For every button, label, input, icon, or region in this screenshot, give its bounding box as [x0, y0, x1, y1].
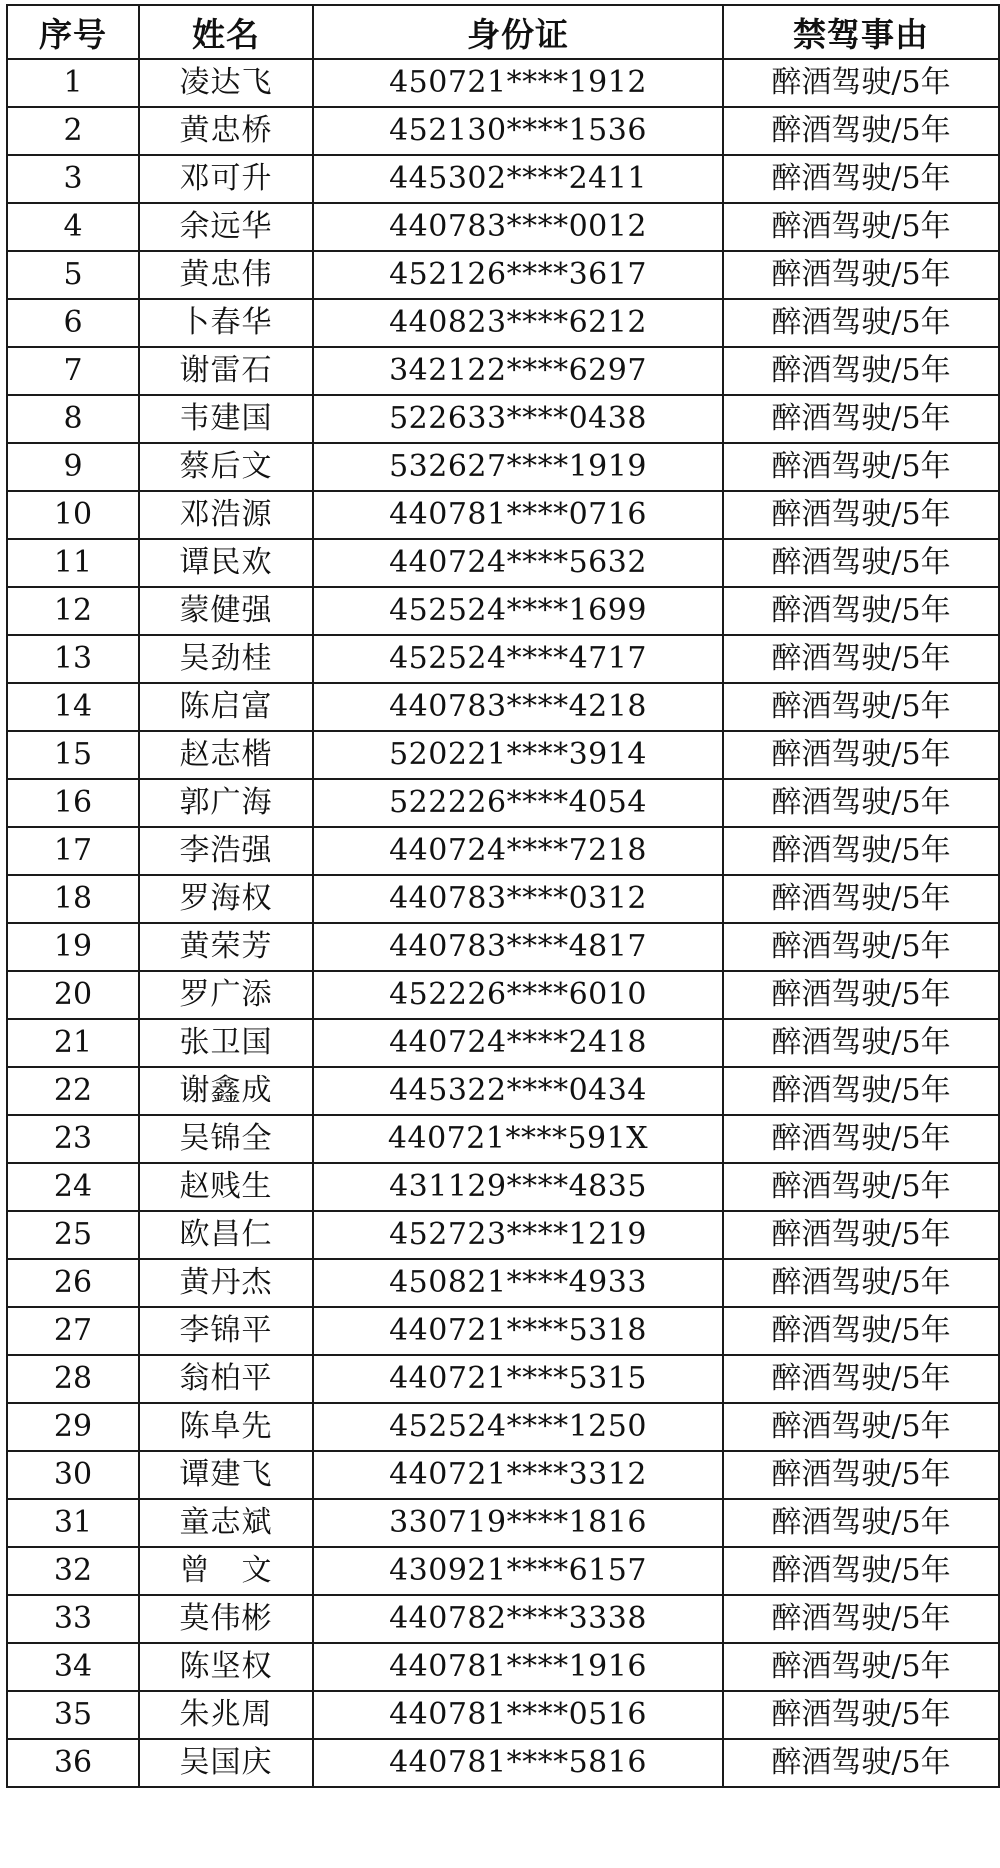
cell-name: 李锦平	[139, 1307, 313, 1355]
header-serial-number: 序号	[7, 5, 139, 59]
cell-id-number: 440782****3338	[313, 1595, 723, 1643]
cell-name: 邓浩源	[139, 491, 313, 539]
cell-id-number: 430921****6157	[313, 1547, 723, 1595]
cell-name: 邓可升	[139, 155, 313, 203]
cell-serial-number: 2	[7, 107, 139, 155]
cell-name: 谢雷石	[139, 347, 313, 395]
cell-serial-number: 36	[7, 1739, 139, 1787]
table-row	[7, 539, 999, 587]
cell-name: 张卫国	[139, 1019, 313, 1067]
cell-id-number: 440721****3312	[313, 1451, 723, 1499]
cell-id-number: 440781****0716	[313, 491, 723, 539]
cell-name: 蔡后文	[139, 443, 313, 491]
cell-serial-number: 25	[7, 1211, 139, 1259]
cell-serial-number: 12	[7, 587, 139, 635]
driving-ban-table	[6, 4, 1000, 1788]
cell-name: 郭广海	[139, 779, 313, 827]
cell-serial-number: 10	[7, 491, 139, 539]
cell-name: 欧昌仁	[139, 1211, 313, 1259]
cell-id-number: 450721****1912	[313, 59, 723, 107]
cell-serial-number: 6	[7, 299, 139, 347]
cell-ban-reason: 醉酒驾驶/5年	[723, 443, 999, 491]
cell-name: 陈坚权	[139, 1643, 313, 1691]
table-row	[7, 155, 999, 203]
cell-serial-number: 22	[7, 1067, 139, 1115]
cell-name: 黄忠伟	[139, 251, 313, 299]
cell-ban-reason: 醉酒驾驶/5年	[723, 203, 999, 251]
cell-ban-reason: 醉酒驾驶/5年	[723, 587, 999, 635]
cell-serial-number: 20	[7, 971, 139, 1019]
cell-serial-number: 13	[7, 635, 139, 683]
cell-serial-number: 30	[7, 1451, 139, 1499]
cell-id-number: 450821****4933	[313, 1259, 723, 1307]
cell-name: 陈启富	[139, 683, 313, 731]
cell-name: 韦建国	[139, 395, 313, 443]
cell-name: 莫伟彬	[139, 1595, 313, 1643]
cell-ban-reason: 醉酒驾驶/5年	[723, 1211, 999, 1259]
cell-name: 卜春华	[139, 299, 313, 347]
cell-serial-number: 15	[7, 731, 139, 779]
cell-name: 罗广添	[139, 971, 313, 1019]
cell-serial-number: 17	[7, 827, 139, 875]
table-row	[7, 59, 999, 107]
table-row	[7, 107, 999, 155]
cell-name: 罗海权	[139, 875, 313, 923]
cell-ban-reason: 醉酒驾驶/5年	[723, 1115, 999, 1163]
cell-id-number: 440781****5816	[313, 1739, 723, 1787]
cell-id-number: 452723****1219	[313, 1211, 723, 1259]
cell-serial-number: 11	[7, 539, 139, 587]
cell-ban-reason: 醉酒驾驶/5年	[723, 1451, 999, 1499]
cell-name: 谭民欢	[139, 539, 313, 587]
cell-ban-reason: 醉酒驾驶/5年	[723, 1643, 999, 1691]
table-row	[7, 491, 999, 539]
cell-id-number: 452130****1536	[313, 107, 723, 155]
cell-serial-number: 33	[7, 1595, 139, 1643]
cell-ban-reason: 醉酒驾驶/5年	[723, 971, 999, 1019]
cell-serial-number: 14	[7, 683, 139, 731]
cell-name: 黄忠桥	[139, 107, 313, 155]
table-row	[7, 1595, 999, 1643]
cell-id-number: 440724****2418	[313, 1019, 723, 1067]
cell-ban-reason: 醉酒驾驶/5年	[723, 1547, 999, 1595]
cell-name: 赵贱生	[139, 1163, 313, 1211]
table-row	[7, 875, 999, 923]
cell-name: 余远华	[139, 203, 313, 251]
cell-id-number: 440781****0516	[313, 1691, 723, 1739]
cell-ban-reason: 醉酒驾驶/5年	[723, 1739, 999, 1787]
cell-ban-reason: 醉酒驾驶/5年	[723, 1355, 999, 1403]
table-row	[7, 1355, 999, 1403]
cell-serial-number: 28	[7, 1355, 139, 1403]
cell-serial-number: 29	[7, 1403, 139, 1451]
cell-id-number: 440783****0012	[313, 203, 723, 251]
cell-serial-number: 27	[7, 1307, 139, 1355]
cell-name: 翁柏平	[139, 1355, 313, 1403]
cell-ban-reason: 醉酒驾驶/5年	[723, 491, 999, 539]
cell-ban-reason: 醉酒驾驶/5年	[723, 59, 999, 107]
table-row	[7, 683, 999, 731]
header-id-number: 身份证	[313, 5, 723, 59]
cell-id-number: 440724****7218	[313, 827, 723, 875]
cell-id-number: 452524****1250	[313, 1403, 723, 1451]
cell-ban-reason: 醉酒驾驶/5年	[723, 251, 999, 299]
cell-name: 朱兆周	[139, 1691, 313, 1739]
table-row	[7, 1547, 999, 1595]
cell-name: 吴锦全	[139, 1115, 313, 1163]
table-row	[7, 1163, 999, 1211]
cell-serial-number: 32	[7, 1547, 139, 1595]
table-row	[7, 1691, 999, 1739]
cell-ban-reason: 醉酒驾驶/5年	[723, 635, 999, 683]
table-row	[7, 1451, 999, 1499]
cell-ban-reason: 醉酒驾驶/5年	[723, 1307, 999, 1355]
cell-ban-reason: 醉酒驾驶/5年	[723, 1499, 999, 1547]
cell-name: 赵志楷	[139, 731, 313, 779]
cell-serial-number: 9	[7, 443, 139, 491]
cell-serial-number: 19	[7, 923, 139, 971]
cell-name: 黄荣芳	[139, 923, 313, 971]
table-row	[7, 971, 999, 1019]
cell-id-number: 342122****6297	[313, 347, 723, 395]
cell-ban-reason: 醉酒驾驶/5年	[723, 1403, 999, 1451]
cell-name: 陈阜先	[139, 1403, 313, 1451]
cell-serial-number: 18	[7, 875, 139, 923]
cell-ban-reason: 醉酒驾驶/5年	[723, 1595, 999, 1643]
cell-name: 吴劲桂	[139, 635, 313, 683]
header-name: 姓名	[139, 5, 313, 59]
table-row	[7, 1259, 999, 1307]
cell-serial-number: 7	[7, 347, 139, 395]
table-row	[7, 1739, 999, 1787]
cell-ban-reason: 醉酒驾驶/5年	[723, 347, 999, 395]
cell-serial-number: 8	[7, 395, 139, 443]
cell-id-number: 440721****5315	[313, 1355, 723, 1403]
cell-serial-number: 23	[7, 1115, 139, 1163]
table-row	[7, 1307, 999, 1355]
table-row	[7, 251, 999, 299]
cell-ban-reason: 醉酒驾驶/5年	[723, 779, 999, 827]
cell-id-number: 440783****4218	[313, 683, 723, 731]
cell-ban-reason: 醉酒驾驶/5年	[723, 395, 999, 443]
cell-ban-reason: 醉酒驾驶/5年	[723, 299, 999, 347]
cell-name: 童志斌	[139, 1499, 313, 1547]
header-ban-reason: 禁驾事由	[723, 5, 999, 59]
cell-ban-reason: 醉酒驾驶/5年	[723, 923, 999, 971]
table-row	[7, 587, 999, 635]
cell-ban-reason: 醉酒驾驶/5年	[723, 1259, 999, 1307]
cell-serial-number: 26	[7, 1259, 139, 1307]
cell-name: 黄丹杰	[139, 1259, 313, 1307]
cell-id-number: 532627****1919	[313, 443, 723, 491]
table-row	[7, 1211, 999, 1259]
cell-serial-number: 5	[7, 251, 139, 299]
cell-ban-reason: 醉酒驾驶/5年	[723, 683, 999, 731]
cell-id-number: 440783****0312	[313, 875, 723, 923]
header-row	[7, 5, 999, 59]
cell-id-number: 440783****4817	[313, 923, 723, 971]
cell-name: 谢鑫成	[139, 1067, 313, 1115]
cell-ban-reason: 醉酒驾驶/5年	[723, 1163, 999, 1211]
cell-name: 曾 文	[139, 1547, 313, 1595]
cell-ban-reason: 醉酒驾驶/5年	[723, 1691, 999, 1739]
cell-id-number: 522633****0438	[313, 395, 723, 443]
cell-id-number: 445302****2411	[313, 155, 723, 203]
table-row	[7, 1643, 999, 1691]
table-row	[7, 299, 999, 347]
cell-name: 吴国庆	[139, 1739, 313, 1787]
cell-serial-number: 1	[7, 59, 139, 107]
table-body	[7, 59, 999, 1787]
cell-id-number: 440781****1916	[313, 1643, 723, 1691]
cell-id-number: 330719****1816	[313, 1499, 723, 1547]
cell-name: 凌达飞	[139, 59, 313, 107]
cell-id-number: 522226****4054	[313, 779, 723, 827]
table-row	[7, 443, 999, 491]
cell-serial-number: 3	[7, 155, 139, 203]
table-row	[7, 827, 999, 875]
cell-id-number: 452226****6010	[313, 971, 723, 1019]
cell-serial-number: 16	[7, 779, 139, 827]
table-row	[7, 203, 999, 251]
cell-id-number: 452524****1699	[313, 587, 723, 635]
cell-serial-number: 31	[7, 1499, 139, 1547]
cell-id-number: 440721****591X	[313, 1115, 723, 1163]
cell-serial-number: 4	[7, 203, 139, 251]
cell-ban-reason: 醉酒驾驶/5年	[723, 1019, 999, 1067]
cell-ban-reason: 醉酒驾驶/5年	[723, 107, 999, 155]
table-row	[7, 395, 999, 443]
table-row	[7, 1067, 999, 1115]
cell-id-number: 440823****6212	[313, 299, 723, 347]
cell-ban-reason: 醉酒驾驶/5年	[723, 827, 999, 875]
table-row	[7, 923, 999, 971]
cell-id-number: 452126****3617	[313, 251, 723, 299]
table-row	[7, 1019, 999, 1067]
cell-name: 谭建飞	[139, 1451, 313, 1499]
cell-ban-reason: 醉酒驾驶/5年	[723, 155, 999, 203]
cell-id-number: 445322****0434	[313, 1067, 723, 1115]
cell-id-number: 431129****4835	[313, 1163, 723, 1211]
cell-name: 李浩强	[139, 827, 313, 875]
cell-id-number: 452524****4717	[313, 635, 723, 683]
cell-ban-reason: 醉酒驾驶/5年	[723, 875, 999, 923]
table-row	[7, 731, 999, 779]
table-row	[7, 779, 999, 827]
cell-id-number: 440721****5318	[313, 1307, 723, 1355]
table-row	[7, 635, 999, 683]
cell-id-number: 520221****3914	[313, 731, 723, 779]
cell-ban-reason: 醉酒驾驶/5年	[723, 1067, 999, 1115]
table-header	[7, 5, 999, 59]
table-row	[7, 347, 999, 395]
cell-id-number: 440724****5632	[313, 539, 723, 587]
table-row	[7, 1115, 999, 1163]
cell-ban-reason: 醉酒驾驶/5年	[723, 731, 999, 779]
cell-ban-reason: 醉酒驾驶/5年	[723, 539, 999, 587]
table-row	[7, 1403, 999, 1451]
cell-serial-number: 35	[7, 1691, 139, 1739]
cell-serial-number: 21	[7, 1019, 139, 1067]
table-row	[7, 1499, 999, 1547]
cell-serial-number: 34	[7, 1643, 139, 1691]
cell-serial-number: 24	[7, 1163, 139, 1211]
cell-name: 蒙健强	[139, 587, 313, 635]
